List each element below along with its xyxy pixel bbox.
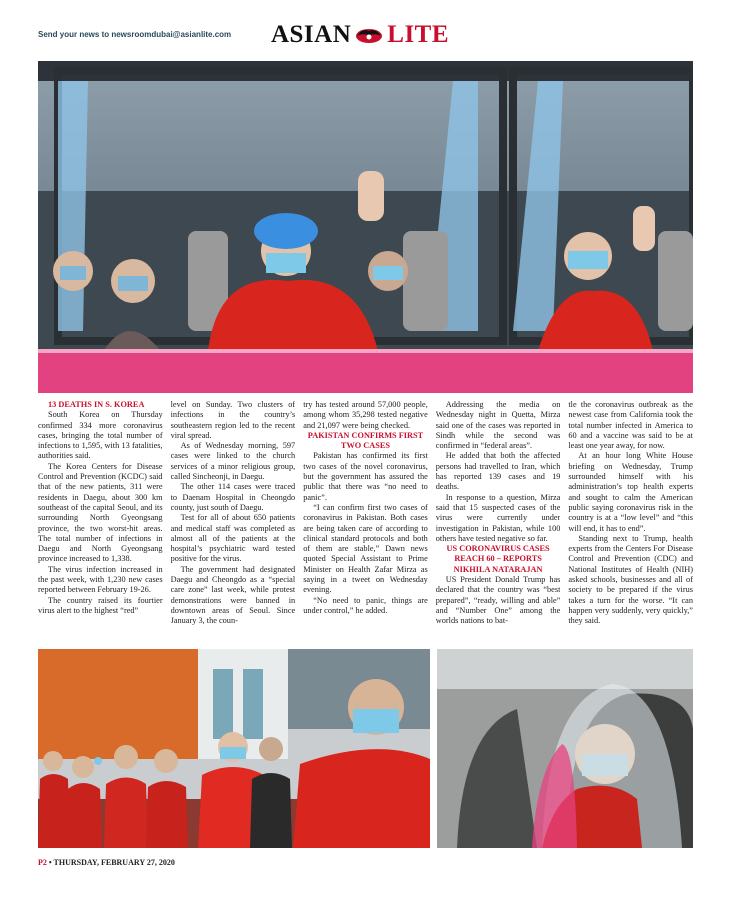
- paragraph: US President Donald Trump has declared that the country was “best prepared”, “ready, willing and able” and “Number One” among the worlds nations to bat-: [435, 575, 561, 626]
- subheading-us-cases: US CORONAVIRUS CASES REACH 60 – REPORTS: [446, 544, 550, 564]
- paragraph: South Korea on Thursday confirmed 334 more coronavirus cases, bringing the total number of infections to 1,595, with 13 fatalities, authorities said.: [38, 410, 163, 461]
- paragraph: The Korea Centers for Disease Control and Prevention (KCDC) said that of the new patients, 311 were residents in Daegu, about 300 km southeast of the capital Seoul, and its surrounding North Gyeongsang province, the two worst-hit areas. The total number of infections in Daegu and North Gyeongsang province increased to 1,338.: [38, 461, 163, 564]
- paragraph: “I can confirm first two cases of coronavirus in Pakistan. Both cases are being taken care of according to clinical standard protocols and both of them are stable,” Dawn news quoted Special Assistant to Prime Minister on Health Zafar Mirza as saying in a tweet on Wednesday evening.: [303, 502, 428, 595]
- byline: NIKHILA NATARAJAN: [453, 564, 543, 574]
- page-footer: [38, 858, 175, 867]
- paragraph: The government had designated Daegu and Cheongdo as a “special care zone” last week, while protest demonstrations were banned in downtown areas of Seoul. Since January 3, the coun-: [170, 564, 296, 626]
- paragraph: The country raised its fourtier virus alert to the highest “red”: [38, 595, 163, 615]
- paragraph: “No need to panic, things are under control,” he added.: [303, 595, 428, 615]
- medical-team-photo: [38, 649, 430, 848]
- paragraph: tle the coronavirus outbreak as the newest case from California took the total number infected in America to 60 and a vaccine was said to be at least one year away, for now.: [568, 400, 693, 451]
- paragraph: As of Wednesday morning, 597 cases were linked to the church services of a minor religious group, called Sincheonji, in Daegu.: [170, 441, 296, 482]
- paragraph: Addressing the media on Wednesday night in Quetta, Mirza said one of the cases was reported in Sindh while the second was confirmed in “federal areas”.: [435, 400, 561, 451]
- paragraph: He added that both the affected persons had travelled to Iran, which has reported 139 cases and 19 deaths.: [435, 451, 561, 492]
- paragraph: Pakistan has confirmed its first two cases of the novel coronavirus, but the government has assured the public that there was “no need to panic”.: [303, 451, 428, 502]
- footer-separator: •: [48, 858, 54, 867]
- article-body: [38, 400, 693, 644]
- paragraph: In response to a question, Mirza said that 15 suspected cases of the virus were currently under investigation in Pakistan, while 100 others have tested negative so far.: [435, 492, 561, 543]
- bus-passengers-photo: [38, 61, 693, 393]
- dragon-emblem-icon: [354, 25, 384, 45]
- article-column-5: [568, 400, 693, 644]
- paragraph: The virus infection increased in the past week, with 1,230 new cases reported between February 19-26.: [38, 564, 163, 595]
- page-number: P2: [38, 858, 47, 867]
- article-column-3: [303, 400, 428, 644]
- article-column-4: [436, 400, 561, 644]
- paragraph: try has tested around 57,000 people, among whom 35,298 tested negative and 21,097 were being checked.: [303, 400, 428, 430]
- plastic-cover-passenger-photo: [437, 649, 693, 848]
- masthead-word-asian: ASIAN: [270, 21, 352, 48]
- paragraph: At an hour long White House briefing on Wednesday, Trump surrounded himself with his administration’s top health experts and sought to calm the American public saying coronavirus risk in the country is at a “low level” and “this will end, it has to end”.: [568, 451, 693, 533]
- masthead-logo: [244, 20, 476, 50]
- newsroom-email-tagline: Send your news to newsroomdubai@asianlite.com: [38, 30, 232, 39]
- paragraph: Standing next to Trump, health experts from the Centers For Disease Control and Prevention (CDC) and National Institutes of Health (NIH) asked schools, businesses and all of society to be prepared if the virus takes a turn for the worse. “It can happen very suddenly, very quickly,” they said.: [568, 533, 693, 626]
- subheading-pakistan: PAKISTAN CONFIRMS FIRST TWO CASES: [307, 430, 424, 451]
- paragraph: The other 114 cases were traced to Daenam Hospital in Cheongdo county, just south of Daegu.: [170, 482, 296, 512]
- issue-date: THURSDAY, FEBRUARY 27, 2020: [53, 858, 175, 867]
- paragraph: Test for all of about 650 patients and medical staff was completed as almost all of the patients at the hospital’s psychiatric ward tested positive for the virus.: [170, 513, 296, 564]
- article-column-2: [171, 400, 296, 644]
- masthead-word-lite: LITE: [387, 21, 450, 48]
- subheading-south-korea: 13 DEATHS IN S. KOREA: [48, 400, 145, 409]
- paragraph: level on Sunday. Two clusters of infections in the country’s southeastern region led to the recent viral spread.: [170, 400, 296, 440]
- article-column-1: [38, 400, 163, 644]
